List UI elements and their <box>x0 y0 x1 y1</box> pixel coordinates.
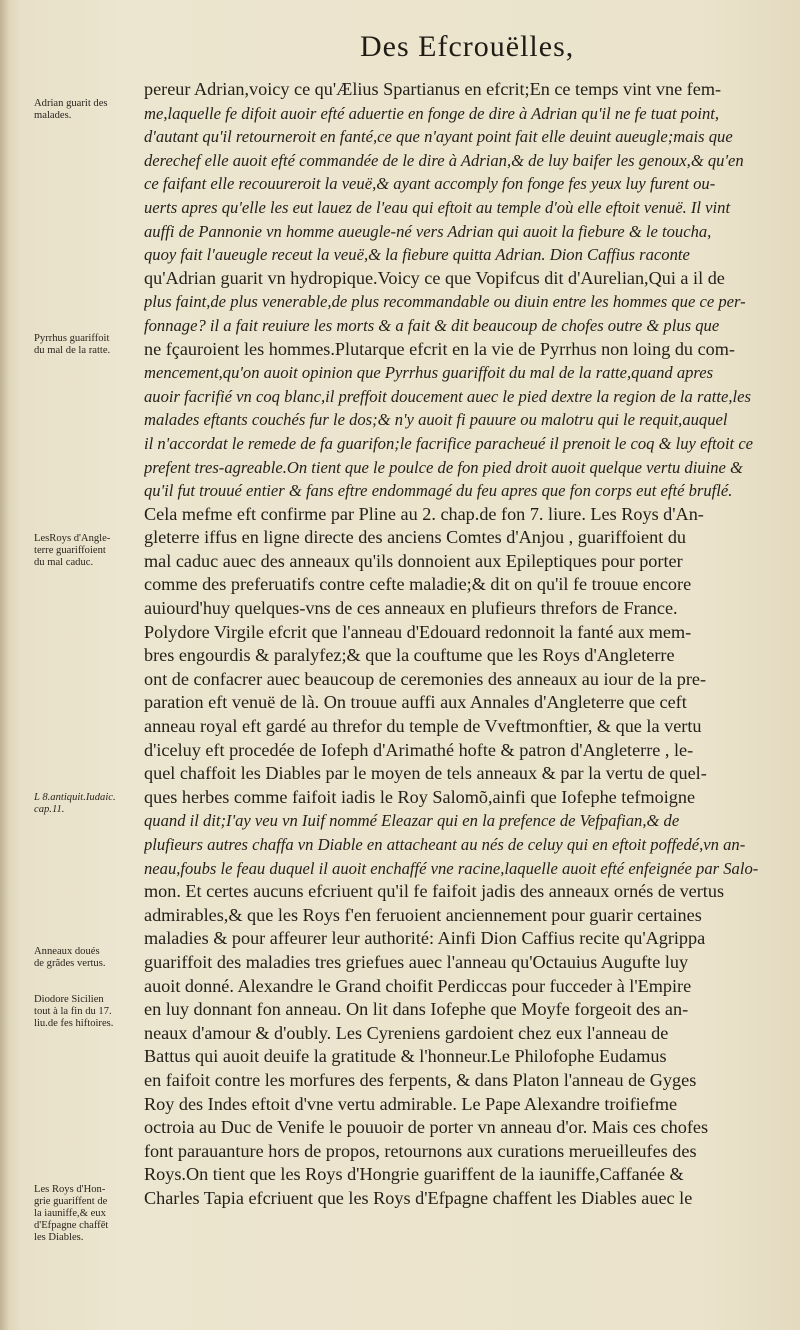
text-line: qu'il fut trouué entier & fans eftre endommagé du feu apres que fon corps eut efté bruflé. <box>144 481 733 501</box>
text-line: admirables,& que les Roys f'en feruoient anciennement pour guarir certaines <box>144 904 702 925</box>
margin-note-line: du mal de la ratte. <box>34 345 111 356</box>
text-line: il n'accordat le remede de fa guarifon;le facrifice paracheué il prenoit le coq & luy eftoit ce <box>144 433 754 453</box>
text-line: auffi de Pannonie vn homme aueugle-né vers Adrian qui auoit la fiebure & le toucha, <box>144 221 712 241</box>
text-line: comme des preferuatifs contre cefte maladie;& dit on qu'il fe trouue encore <box>144 574 692 595</box>
text-line: plufieurs autres chaffa vn Diable en attacheant au nés de celuy qui en eftoit poffedé,vn an- <box>144 835 746 854</box>
text-line: d'autant qu'il retourneroit en fanté,ce que n'ayant point fait elle deuint aueugle;mais que <box>144 127 733 147</box>
margin-note-adrian <box>34 98 142 122</box>
text-line: octroia au Duc de Venife le pouuoir de porter vn anneau d'or. Mais ces chofes <box>144 1117 709 1138</box>
margin-note-line: Les Roys d'Hon- <box>34 1184 106 1195</box>
text-line: gleterre iffus en ligne directe des anciens Comtes d'Anjou , guariffoient du <box>144 527 687 548</box>
margin-note-pyrrhus <box>34 333 142 357</box>
margin-note-anneaux <box>34 946 142 970</box>
margin-note-line: Adrian guarit des <box>34 98 108 109</box>
text-line: paration eft venuë de là. On trouue auffi aux Annales d'Angleterre que ceft <box>144 692 687 713</box>
text-line: Roy des Indes eftoit d'vne vertu admirable. Le Pape Alexandre troifiefme <box>144 1093 678 1114</box>
text-line: ont de confacrer auec beaucoup de ceremonies des anneaux au iour de la pre- <box>144 668 707 689</box>
main-text-block <box>144 78 790 1211</box>
text-line: quel chaffoit les Diables par le moyen de tels anneaux & par la vertu de quel- <box>144 763 707 784</box>
margin-note-line: d'Efpagne chaffēt <box>34 1220 109 1231</box>
margin-note-line: LesRoys d'Angle- <box>34 533 111 544</box>
margin-note-line: liu.de fes hiftoires. <box>34 1018 114 1029</box>
margin-note-line: Diodore Sicilien <box>34 994 104 1005</box>
margin-note-line: malades. <box>34 110 72 121</box>
margin-note-line: de grãdes vertus. <box>34 958 106 969</box>
text-line: Polydore Virgile efcrit que l'anneau d'Edouard redonnoit la fanté aux mem- <box>144 621 692 642</box>
text-line: Battus qui auoit deuife la gratitude & l'honneur.Le Philofophe Eudamus <box>144 1046 667 1067</box>
text-line: uerts apres qu'elle les eut lauez de l'eau qui eftoit au temple d'où elle eftoit venuë. Il vint <box>144 197 731 217</box>
margin-note-line: L 8.antiquit.Iudaic. <box>34 792 116 803</box>
text-line: qu'Adrian guarit vn hydropique.Voicy ce que Vopifcus dit d'Aurelian,Qui a il de <box>144 267 725 288</box>
text-line: prefent tres-agreable.On tient que le poulce de fon pied droit auoit quelque vertu diuine & <box>144 457 743 477</box>
text-line: Charles Tapia efcriuent que les Roys d'Efpagne chaffent les Diables auec le <box>144 1187 693 1208</box>
text-line: auoit donné. Alexandre le Grand choifit Perdiccas pour fucceder à l'Empire <box>144 975 692 996</box>
text-line: fonnage? il a fait reuiure les morts & a fait & dit beaucoup de chofes outre & plus que <box>144 315 720 335</box>
text-line: maladies & pour affeurer leur authorité: Ainfi Dion Caffius recite qu'Agrippa <box>144 928 706 949</box>
text-line: Roys.On tient que les Roys d'Hongrie guariffent de la iauniffe,Caffanée & <box>144 1164 684 1185</box>
margin-note-line: grie guariffent de <box>34 1196 108 1207</box>
margin-note-line: du mal caduc. <box>34 557 94 568</box>
text-line: mencement,qu'on auoit opinion que Pyrrhus guariffoit du mal de la ratte,quand apres <box>144 363 714 383</box>
margin-note-line: terre guariffoient <box>34 545 106 556</box>
text-line: derechef elle auoit efté commandée de le dire à Adrian,& de luy baifer les genoux,& qu'en <box>144 150 744 170</box>
margin-note-line: la iauniffe,& eux <box>34 1208 106 1219</box>
text-line: pereur Adrian,voicy ce qu'Ælius Spartianus en efcrit;En ce temps vint vne fem- <box>144 79 722 99</box>
text-line: en faifoit contre les morfures des ferpents, & dans Platon l'anneau de Gyges <box>144 1069 697 1090</box>
running-head: Des Efcrouëlles, <box>360 30 575 63</box>
text-line: quoy fait l'aueugle receut la veuë,& la fiebure quitta Adrian. Dion Caffius raconte <box>144 245 690 265</box>
text-line: auoir facrifié vn coq blanc,il preffoit doucement auec le pied dextre la region de la ratte,les <box>144 386 751 406</box>
margin-note-line: Pyrrhus guariffoit <box>34 333 110 344</box>
text-line: ques herbes comme faifoit iadis le Roy Salomõ,ainfi que Iofephe tefmoigne <box>144 786 696 807</box>
text-line: auiourd'huy quelques-vns de ces anneaux en plufieurs threfors de France. <box>144 598 678 619</box>
text-line: quand il dit;I'ay veu vn Iuif nommé Eleazar qui en la prefence de Vefpafian,& de <box>144 811 680 831</box>
text-line: font parauanture hors de propos, retournons aux curations merueilleufes des <box>144 1140 697 1161</box>
text-line: plus faint,de plus venerable,de plus recommandable ou diuin entre les hommes que ce per- <box>144 292 746 312</box>
margin-note-line: tout à la fin du 17. <box>34 1006 112 1017</box>
text-line: neaux d'amour & d'oubly. Les Cyreniens gardoient chez eux l'anneau de <box>144 1022 669 1043</box>
text-line: me,laquelle fe difoit auoir efté aduertie en fonge de dire à Adrian qu'il ne fe tuat point, <box>144 103 720 123</box>
text-line: malades eftants couchés fur le dos;& n'y auoit fi pauure ou malotru qui le requit,auquel <box>144 410 728 430</box>
margin-note-hongrie <box>34 1184 142 1244</box>
margin-note-line: les Diables. <box>34 1232 84 1243</box>
margin-note-line: cap.11. <box>34 804 65 815</box>
text-line: en luy donnant fon anneau. On lit dans Iofephe que Moyfe forgeoit des an- <box>144 999 689 1020</box>
text-line: anneau royal eft gardé au threfor du temple de Vveftmonftier, & que la vertu <box>144 716 702 737</box>
margin-note-antiquit <box>34 792 142 816</box>
margin-note-line: Anneaux doués <box>34 946 100 957</box>
text-line: ne fçauroient les hommes.Plutarque efcrit en la vie de Pyrrhus non loing du com- <box>144 338 735 359</box>
text-line: mal caduc auec des anneaux qu'ils donnoient aux Epileptiques pour porter <box>144 550 683 571</box>
margin-notes <box>0 0 140 1330</box>
text-line: guariffoit des maladies tres griefues auec l'anneau qu'Octauius Augufte luy <box>144 951 689 972</box>
text-line: Cela mefme eft confirme par Pline au 2. chap.de fon 7. liure. Les Roys d'An- <box>144 503 704 524</box>
text-line: bres engourdis & paralyfez;& que la couftume que les Roys d'Angleterre <box>144 645 675 666</box>
text-line: mon. Et certes aucuns efcriuent qu'il fe faifoit jadis des anneaux ornés de vertus <box>144 881 725 902</box>
margin-note-angleterre <box>34 533 142 569</box>
text-line: ce faifant elle recouureroit la veuë,& ayant accomply fon fonge fes yeux luy furent ou- <box>144 174 716 194</box>
margin-note-diodore <box>34 994 142 1030</box>
text-line: d'iceluy eft procedée de Iofeph d'Arimathé hofte & patron d'Angleterre , le- <box>144 739 694 760</box>
text-line: neau,foubs le feau duquel il auoit enchaffé vne racine,laquelle auoit efté enfeignée par Salo- <box>144 858 759 878</box>
